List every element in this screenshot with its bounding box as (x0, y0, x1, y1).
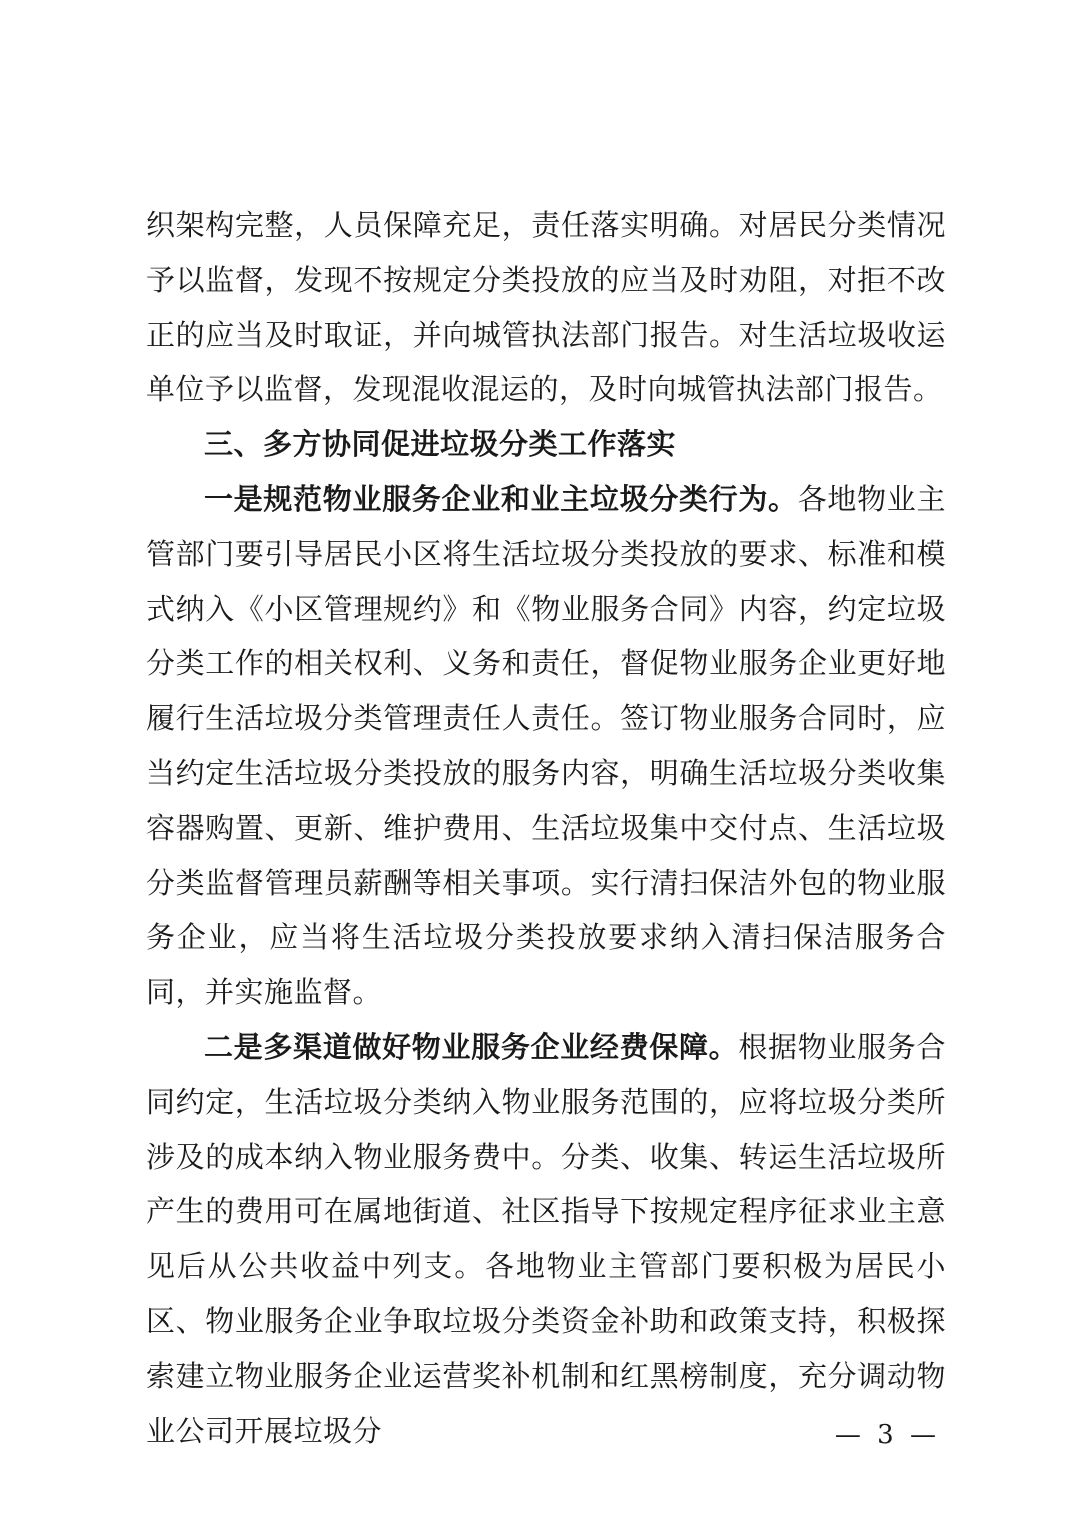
paragraph-2-lead: 二是多渠道做好物业服务企业经费保障。 (204, 1029, 739, 1064)
page-number: — 3 — (834, 1420, 940, 1450)
paragraph-1 (146, 472, 946, 1020)
paragraph-2 (146, 1020, 946, 1458)
continuation-paragraph: 织架构完整，人员保障充足，责任落实明确。对居民分类情况予以监督，发现不按规定分类投放的应当及时劝阻，对拒不改正的应当及时取证，并向城管执法部门报告。对生活垃圾收运单位予以监督，发现混收混运的，及时向城管执法部门报告。 (146, 208, 946, 407)
section-heading: 三、多方协同促进垃圾分类工作落实 (204, 427, 677, 462)
document-body (146, 198, 946, 1458)
paragraph-1-text: 各地物业主管部门要引导居民小区将生活垃圾分类投放的要求、标准和模式纳入《小区管理规约》和《物业服务合同》内容，约定垃圾分类工作的相关权利、义务和责任，督促物业服务企业更好地履行生活垃圾分类管理责任人责任。签订物业服务合同时，应当约定生活垃圾分类投放的服务内容，明确生活垃圾分类收集容器购置、更新、维护费用、生活垃圾集中交付点、生活垃圾分类监督管理员薪酬等相关事项。实行清扫保洁外包的物业服务企业，应当将生活垃圾分类投放要求纳入清扫保洁服务合同，并实施监督。 (146, 481, 946, 1010)
paragraph-1-lead: 一是规范物业服务企业和业主垃圾分类行为。 (204, 481, 798, 516)
paragraph-2-text: 根据物业服务合同约定，生活垃圾分类纳入物业服务范围的，应将垃圾分类所涉及的成本纳入物业服务费中。分类、收集、转运生活垃圾所产生的费用可在属地街道、社区指导下按规定程序征求业主意见后从公共收益中列支。各地物业主管部门要积极为居民小区、物业服务企业争取垃圾分类资金补助和政策支持，积极探索建立物业服务企业运营奖补机制和红黑榜制度，充分调动物业公司开展垃圾分 (146, 1029, 946, 1448)
